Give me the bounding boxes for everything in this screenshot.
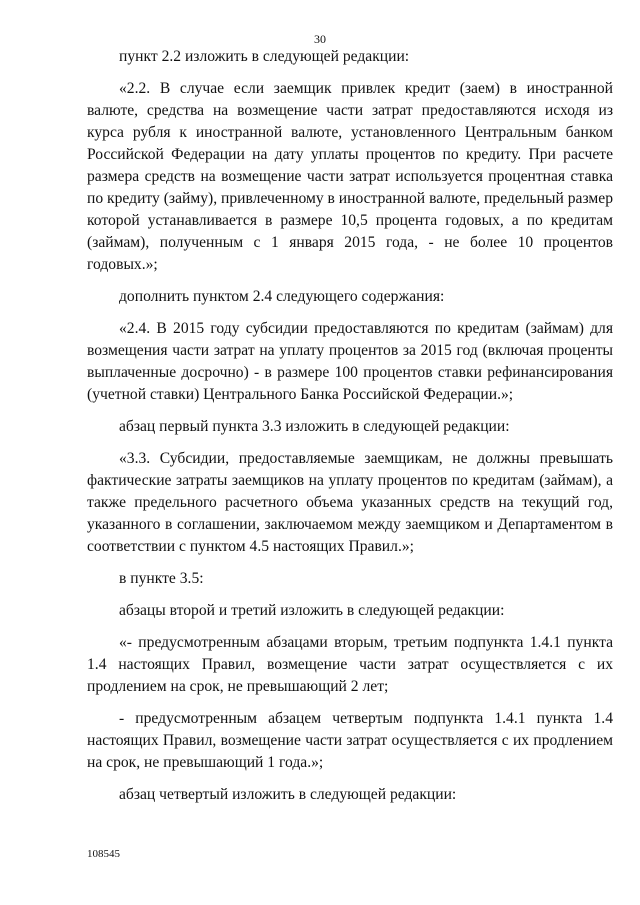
paragraph-3: дополнить пунктом 2.4 следующего содержания: (119, 288, 445, 305)
paragraph-4: «2.4. В 2015 году субсидии предоставляются по кредитам (займам) для возмещения части затрат на уплату процентов за 2015 год (включая проценты выплаченные досрочно) - в размере 100 процентов ставки рефинансирования (учетной ставки) Центрального Банка Российской Федерации.»; (87, 320, 613, 403)
page-number: 30 (314, 32, 326, 46)
document-code: 108545 (87, 848, 120, 860)
paragraph-7: в пункте 3.5: (119, 570, 204, 587)
document-body (87, 46, 613, 806)
paragraph-5: абзац первый пункта 3.3 изложить в следующей редакции: (119, 418, 510, 435)
paragraph-1: пункт 2.2 изложить в следующей редакции: (119, 48, 410, 65)
paragraph-8: абзацы второй и третий изложить в следующей редакции: (119, 602, 505, 619)
paragraph-2: «2.2. В случае если заемщик привлек кредит (заем) в иностранной валюте, средства на возмещение части затрат предоставляются исходя из курса рубля к иностранной валюте, установленного Центральным банком Российской Федерации на дату уплаты процентов по кредиту. При расчете размера средств на возмещение части затрат используется процентная ставка по кредиту (займу), привлеченному в иностранной валюте, предельный размер которой устанавливается в размере 10,5 процента годовых, а по кредитам (займам), полученным с 1 января 2015 года, - не более 10 процентов годовых.»; (87, 80, 613, 273)
paragraph-11: абзац четвертый изложить в следующей редакции: (119, 786, 457, 803)
paragraph-9: «- предусмотренным абзацами вторым, третьим подпункта 1.4.1 пункта 1.4 настоящих Правил, возмещение части затрат осуществляется с их продлением на срок, не превышающий 2 лет; (87, 634, 613, 695)
paragraph-6: «3.3. Субсидии, предоставляемые заемщикам, не должны превышать фактические затраты заемщиков на уплату процентов по кредитам (займам), а также предельного расчетного объема указанных средств на текущий год, указанного в соглашении, заключаемом между заемщиком и Департаментом в соответствии с пунктом 4.5 настоящих Правил.»; (87, 450, 613, 555)
paragraph-10: - предусмотренным абзацем четвертым подпункта 1.4.1 пункта 1.4 настоящих Правил, возмещение части затрат осуществляется с их продлением на срок, не превышающий 1 года.»; (87, 710, 613, 771)
